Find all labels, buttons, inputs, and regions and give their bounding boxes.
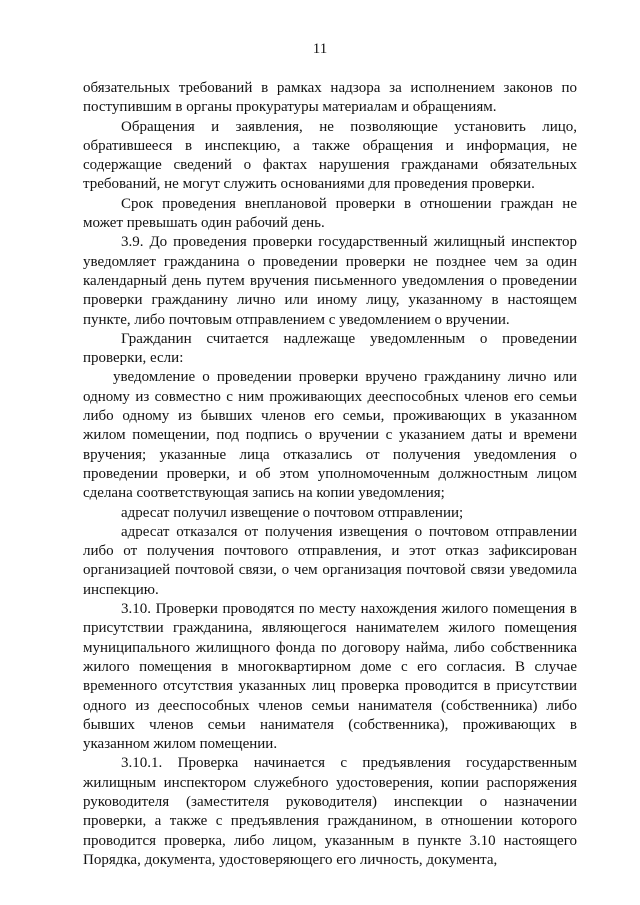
paragraph: адресат отказался от получения извещения о почтовом отправлении либо от получения почтового отправления, и этот отказ зафиксирован организацией почтовой связи, о чем организация почтовой связи уведомила инспекцию.	[83, 523, 577, 598]
document-body	[83, 79, 577, 870]
paragraph: 3.10.1. Проверка начинается с предъявления государственным жилищным инспектором служебного удостоверения, копии распоряжения руководителя (заместителя руководителя) инспекции о назначении проверки, а также с предъявления гражданином, в отношении которого проводится проверка, либо лицом, указанным в пункте 3.10 настоящего Порядка, документа, удостоверяющего его личность, документа,	[83, 755, 577, 868]
paragraph: Срок проведения внеплановой проверки в отношении граждан не может превышать один рабочий день.	[83, 195, 577, 232]
paragraph: Обращения и заявления, не позволяющие установить лицо, обратившееся в инспекцию, а также обращения и информация, не содержащие сведений о фактах нарушения гражданами обязательных требований, не могут служить основаниями для проведения проверки.	[83, 118, 577, 193]
paragraph: 3.9. До проведения проверки государственный жилищный инспектор уведомляет гражданина о проведении проверки не позднее чем за один календарный день путем вручения письменного уведомления о проведении проверки гражданину лично или иному лицу, указанному в настоящем пункте, либо почтовым отправлением с уведомлением о вручении.	[83, 234, 577, 328]
paragraph: Гражданин считается надлежаще уведомленным о проведении проверки, если:	[83, 330, 577, 367]
paragraph: адресат получил извещение о почтовом отправлении;	[121, 504, 464, 521]
page-number: 11	[312, 41, 328, 57]
paragraph: 3.10. Проверки проводятся по месту нахождения жилого помещения в присутствии гражданина, являющегося нанимателем жилого помещения муниципального жилищного фонда по договору найма, либо собственника жилого помещения в многоквартирном доме с его согласия. В случае временного отсутствия указанных лиц проверка проводится в присутствии одного из дееспособных членов семьи нанимателя (собственника) либо бывших членов семьи нанимателя (собственника), проживающих в указанном жилом помещении.	[83, 601, 577, 753]
paragraph: обязательных требований в рамках надзора за исполнением законов по поступившим в органы прокуратуры материалам и обращениям.	[83, 80, 577, 116]
paragraph: уведомление о проведении проверки вручено гражданину лично или одному из совместно с ним проживающих дееспособных членов его семьи либо одному из бывших членов его семьи, проживающих в указанном жилом помещении, под подпись о вручении с указанием даты и времени вручения; указанные лица отказались от получения уведомления о проведении проверки, и об этом уполномоченным должностным лицом сделана соответствующая запись на копии уведомления;	[83, 369, 577, 502]
